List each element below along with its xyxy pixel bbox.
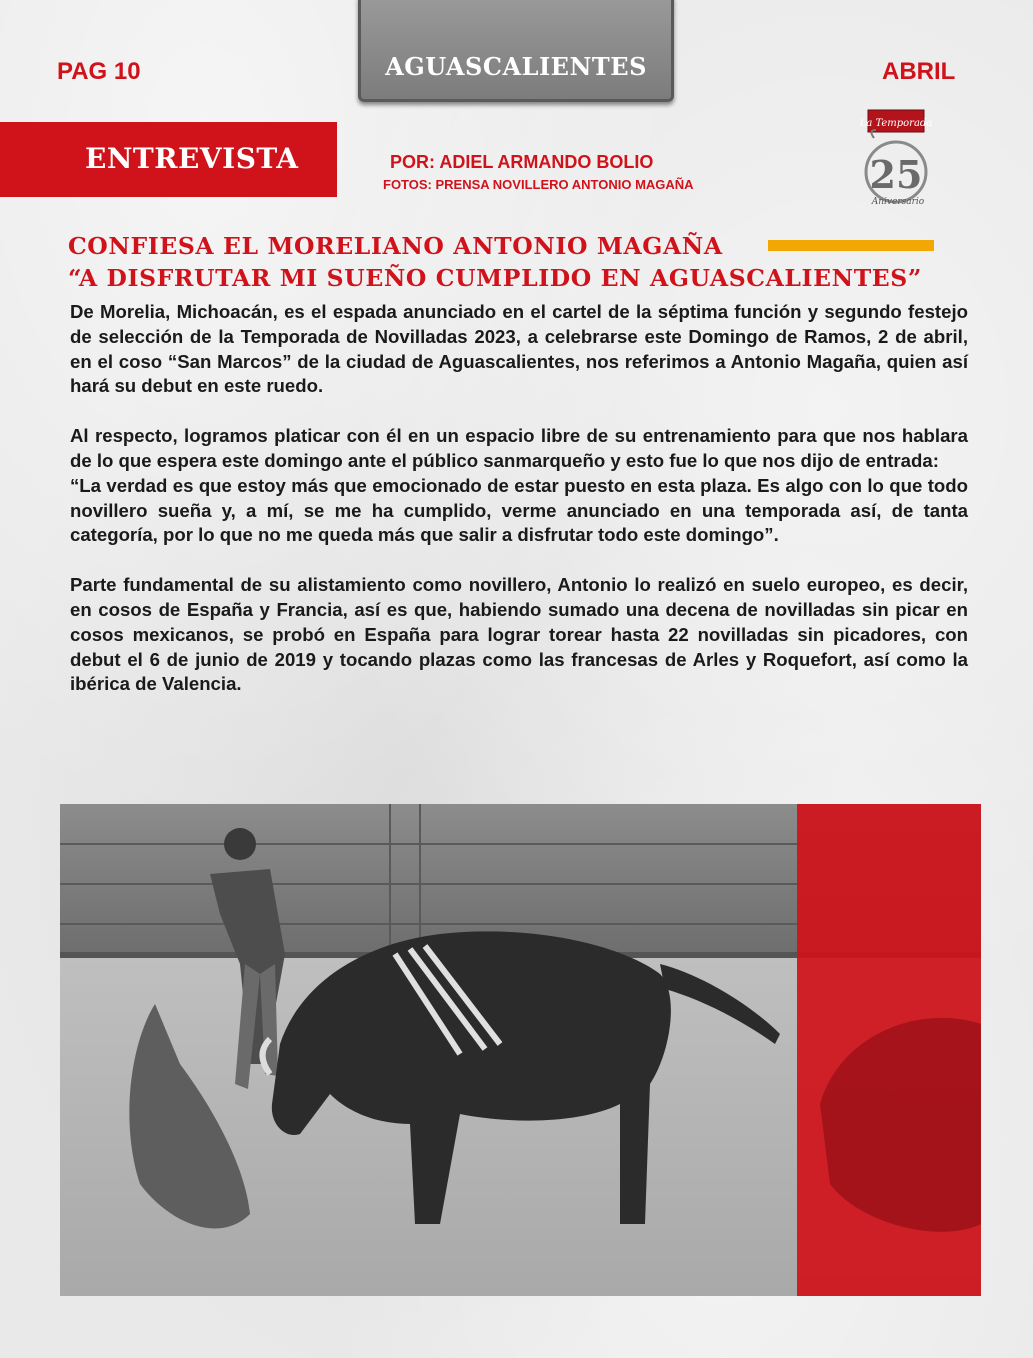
- city-title: AGUASCALIENTES: [385, 52, 647, 81]
- logo-caption: Aniversario: [871, 197, 925, 207]
- author-byline: POR: ADIEL ARMANDO BOLIO: [390, 152, 654, 172]
- photo-credit: FOTOS: PRENSA NOVILLERO ANTONIO MAGAÑA: [383, 177, 694, 192]
- anniversary-logo: [856, 108, 938, 208]
- month-label: ABRIL: [882, 58, 956, 85]
- logo-name: La Temporada: [859, 118, 933, 129]
- decorative-bar: [768, 240, 934, 251]
- headline-line-1: CONFIESA EL MORELIANO ANTONIO MAGAÑA: [68, 232, 723, 260]
- paragraph-2: Al respecto, logramos platicar con él en un espacio libre de su entrenamiento para que nos hablara de lo que espera este domingo ante el público sanmarqueño y esto fue lo que nos dijo de entrada:: [70, 425, 968, 471]
- city-tab: [358, 0, 674, 102]
- paragraph-4: Parte fundamental de su alistamiento como novillero, Antonio lo realizó en suelo europeo, es decir, en cosos de España y Francia, así es que, habiendo sumado una decena de novilladas sin picar en cosos mexicanos, se probó en España para lograr torear hasta 22 novilladas sin picadores, con debut el 6 de junio de 2019 y tocando plazas como las francesas de Arles y Roquefort, así como la ibérica de Valencia.: [70, 574, 968, 695]
- paragraph-3-quote: “La verdad es que estoy más que emocionado de estar puesto en esta plaza. Es algo con lo que todo novillero sueña y, a mí, se me ha cumplido, verme anunciado en una temporada así, de tanta categoría, por lo que no me queda más que salir a disfrutar todo este domingo”.: [70, 474, 968, 546]
- section-label: ENTREVISTA: [85, 142, 299, 175]
- logo-number: 25: [869, 152, 923, 197]
- page-number: PAG 10: [57, 58, 141, 85]
- section-band: [0, 122, 337, 197]
- paragraph-1: De Morelia, Michoacán, es el espada anunciado en el cartel de la séptima función y segundo festejo de selección de la Temporada de Novilladas 2023, a celebrarse este Domingo de Ramos, 2 de abril, en el coso “San Marcos” de la ciudad de Aguascalientes, nos referimos a Antonio Magaña, quien así hará su debut en este ruedo.: [70, 301, 968, 397]
- article-body: [70, 300, 968, 697]
- headline-line-2: “A DISFRUTAR MI SUEÑO CUMPLIDO EN AGUASCALIENTES”: [68, 264, 922, 292]
- bullfight-photo: [60, 804, 981, 1296]
